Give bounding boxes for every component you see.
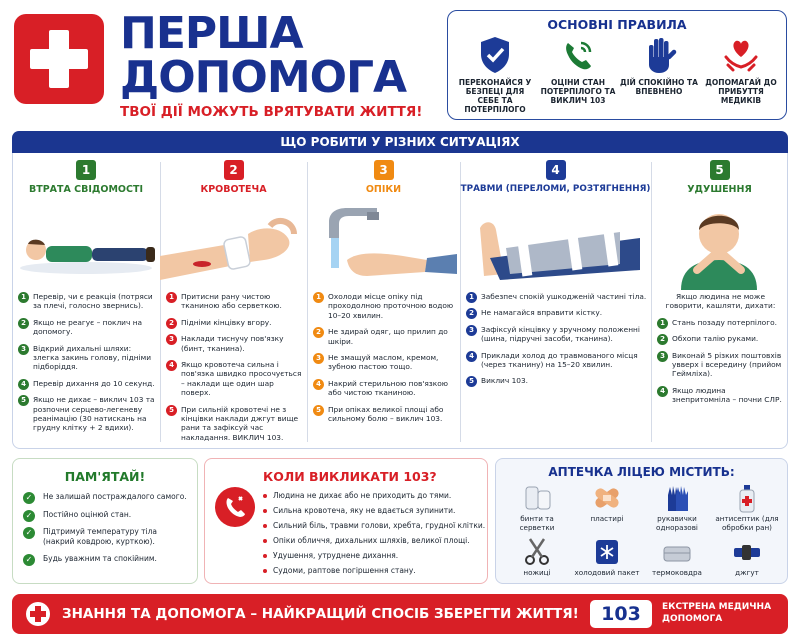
rules-title: ОСНОВНІ ПРАВИЛА bbox=[547, 17, 687, 32]
rule-item bbox=[537, 35, 619, 105]
step-text: Відкрий дихальні шляхи: злегка закинь голову, підніми підборіддя. bbox=[33, 343, 152, 372]
splinted-leg-illustration bbox=[460, 198, 651, 290]
step-item: 5 Якщо не дихає – виклич 103 та розпочни серцево-легеневу реанімацію (30 натискань на грудну клітку + 2 вдихи). bbox=[18, 395, 156, 433]
step-text: Якщо людина знепритомніла – почни СЛР. bbox=[672, 385, 782, 405]
emergency-phone-icon bbox=[215, 487, 255, 527]
when-to-call-list bbox=[263, 491, 485, 581]
rule-text: ОЦІНИ СТАН ПОТЕРПІЛОГО ТА ВИКЛИЧ 103 bbox=[540, 78, 616, 105]
step-text: Виконай 5 різких поштовхів увверх і всередину (прийом Геймліха). bbox=[672, 350, 782, 379]
kit-label: пластирі bbox=[590, 514, 624, 523]
kit-label: антисептик (для обробки ран) bbox=[715, 514, 779, 532]
step-item: 3 Виконай 5 різких поштовхів увверх і всередину (прийом Геймліха). bbox=[657, 351, 784, 379]
rule-item bbox=[700, 35, 782, 105]
remember-item bbox=[21, 510, 189, 520]
situation-number: 1 bbox=[76, 160, 96, 180]
hand-icon bbox=[641, 35, 677, 75]
step-item: 5 При сильній кровотечі не з кінцівки наклади джгут вище рани та зафіксуй час накладання. ВИКЛИЧ 103. bbox=[166, 405, 303, 443]
choking-intro: Якщо людина не може говорити, кашляти, дихати: bbox=[665, 292, 776, 311]
step-item: 1 Стань позаду потерпілого. bbox=[657, 318, 784, 327]
step-text: Перевір, чи є реакція (потряси за плечі, голосно звернись). bbox=[33, 292, 153, 311]
rule-text: ДОПОМАГАЙ ДО ПРИБУТТЯ МЕДИКІВ bbox=[705, 78, 777, 105]
page-subtitle: ТВОЇ ДІЇ МОЖУТЬ ВРЯТУВАТИ ЖИТТЯ! bbox=[120, 104, 423, 120]
rule-text: ПЕРЕКОНАЙСЯ У БЕЗПЕЦІ ДЛЯ СЕБЕ ТА ПОТЕРПІЛОГО bbox=[458, 78, 532, 114]
step-text: Якщо не реагує – поклич на допомогу. bbox=[33, 317, 143, 337]
check-icon: ✓ bbox=[23, 510, 35, 522]
tourniquet-icon bbox=[730, 537, 764, 567]
situation-injuries bbox=[460, 154, 651, 448]
situation-number: 2 bbox=[224, 160, 244, 180]
page-title-line2: ДОПОМОГА bbox=[120, 52, 407, 103]
step-text: При сильній кровотечі не з кінцівки наклади джгут вище рани та зафіксуй час накладання. ВИКЛИЧ 103. bbox=[181, 404, 299, 442]
kit-item bbox=[572, 537, 642, 578]
situation-title: УДУШЕННЯ bbox=[687, 184, 752, 195]
steps-list bbox=[313, 292, 456, 430]
rule-item bbox=[618, 35, 700, 96]
footer-slogan: ЗНАННЯ ТА ДОПОМОГА – НАЙКРАЩИЙ СПОСІБ ЗБЕРЕГТИ ЖИТТЯ! bbox=[62, 606, 579, 622]
rule-item bbox=[454, 35, 536, 114]
kit-label: рукавички одноразові bbox=[656, 514, 698, 532]
bandage-roll-icon bbox=[520, 483, 554, 513]
step-text: Не змащуй маслом, кремом, зубною пастою тощо. bbox=[328, 353, 439, 372]
kit-label: термоковдра bbox=[652, 568, 702, 577]
remember-item bbox=[21, 554, 189, 564]
rule-text: ДІЙ СПОКІЙНО ТА ВПЕВНЕНО bbox=[620, 78, 698, 96]
step-text: Охолоди місце опіку під проходолною проточною водою 10–20 хвилин. bbox=[328, 292, 454, 320]
phone-icon bbox=[560, 35, 596, 75]
step-text: Стань позаду потерпілого. bbox=[672, 317, 777, 327]
plaster-icon bbox=[590, 483, 624, 513]
emergency-number: 103 bbox=[590, 600, 652, 628]
situation-title: ОПІКИ bbox=[365, 184, 402, 195]
list-item: Сильна кровотеча, яку не вдається зупинити. bbox=[263, 506, 485, 516]
kit-item bbox=[572, 483, 642, 524]
kit-item bbox=[642, 483, 712, 533]
rules-panel bbox=[447, 10, 787, 120]
step-item: 5 При опіках великої площі або сильному болю – виклич 103. bbox=[313, 405, 456, 424]
hand-under-water-illustration bbox=[307, 198, 460, 290]
situation-title: КРОВОТЕЧА bbox=[200, 184, 267, 195]
when-to-call-title: КОЛИ ВИКЛИКАТИ 103? bbox=[263, 469, 437, 484]
first-aid-kit-panel bbox=[495, 458, 788, 584]
steps-list bbox=[657, 292, 784, 412]
page-title-line1: ПЕРША bbox=[120, 8, 303, 59]
kit-title: АПТЕЧКА ЛІЦЕЮ МІСТИТЬ: bbox=[548, 465, 735, 479]
kit-label: холодовий пакет bbox=[574, 568, 640, 577]
steps-list bbox=[18, 292, 156, 440]
cold-pack-icon bbox=[590, 537, 624, 567]
check-icon: ✓ bbox=[23, 492, 35, 504]
remember-item bbox=[21, 492, 189, 502]
remember-text: Не залишай постраждалого самого. bbox=[43, 492, 187, 501]
step-text: Забезпеч спокій ушкодженій частині тіла. bbox=[481, 292, 647, 301]
step-item: 2 Підніми кінцівку вгору. bbox=[166, 318, 303, 327]
remember-text: Постійно оцінюй стан. bbox=[43, 509, 132, 519]
step-item: 4 Накрий стерильною пов'язкою або чистою тканиною. bbox=[313, 379, 456, 398]
situation-unconscious bbox=[12, 154, 160, 448]
step-item: 2 Якщо не реагує – поклич на допомогу. bbox=[18, 318, 156, 337]
list-item: Удушення, утруднене дихання. bbox=[263, 551, 485, 561]
list-item: Людина не дихає або не приходить до тями. bbox=[263, 491, 485, 501]
situation-bleeding bbox=[160, 154, 307, 448]
step-text: Наклади тиснучу пов'язку (бинт, тканина). bbox=[181, 334, 284, 353]
step-item: 3 Наклади тиснучу пов'язку (бинт, тканина). bbox=[166, 334, 303, 353]
heart-hands-icon bbox=[723, 35, 759, 75]
kit-label: джгут bbox=[735, 568, 759, 577]
step-item: 3 Відкрий дихальні шляхи: злегка закинь голову, підніми підборіддя. bbox=[18, 344, 156, 372]
red-cross-logo-icon bbox=[14, 14, 104, 104]
step-text: Зафіксуй кінцівку у зручному положенні (шина, підручні засоби, тканина). bbox=[481, 324, 640, 344]
step-item: 2 Не здирай одяг, що прилип до шкіри. bbox=[313, 327, 456, 346]
kit-label: бинти та серветки bbox=[519, 514, 555, 532]
situation-number: 3 bbox=[374, 160, 394, 180]
antiseptic-bottle-icon bbox=[730, 483, 764, 513]
step-item: 3 Не змащуй маслом, кремом, зубною пастою тощо. bbox=[313, 353, 456, 372]
kit-item bbox=[502, 537, 572, 578]
remember-panel bbox=[12, 458, 198, 584]
emergency-label: ЕКСТРЕНА МЕДИЧНА ДОПОМОГА bbox=[662, 602, 772, 624]
lying-person-illustration bbox=[12, 198, 160, 290]
list-item: Судоми, раптове погіршення стану. bbox=[263, 566, 485, 576]
kit-item bbox=[502, 483, 572, 533]
step-text: Не намагайся вправити кістку. bbox=[481, 308, 603, 318]
step-item: 2 Не намагайся вправити кістку. bbox=[466, 308, 647, 317]
check-icon: ✓ bbox=[23, 527, 35, 539]
step-text: Підніми кінцівку вгору. bbox=[181, 317, 272, 327]
step-text: Приклади холод до травмованого місця (через тканину) на 15–20 хвилин. bbox=[481, 350, 638, 370]
kit-item bbox=[712, 483, 782, 533]
footer-banner bbox=[12, 594, 788, 634]
step-text: Якщо не дихає – виклич 103 та розпочни серцево-легеневу реанімацію (30 натискань на грудну клітку + 2 вдихи). bbox=[33, 395, 155, 433]
shield-check-icon bbox=[477, 35, 513, 75]
step-item: 1 Охолоди місце опіку під проходолною проточною водою 10–20 хвилин. bbox=[313, 292, 456, 320]
remember-title: ПАМ'ЯТАЙ! bbox=[64, 469, 146, 484]
step-item: 4 Якщо людина знепритомніла – почни СЛР. bbox=[657, 386, 784, 405]
step-item: 4 Перевір дихання до 10 секунд. bbox=[18, 379, 156, 388]
step-text: Якщо кровотеча сильна і пов'язка швидко просочується – наклади ще один шар поверх. bbox=[181, 360, 302, 398]
steps-list bbox=[466, 292, 647, 393]
remember-text: Підтримуй температуру тіла (накрий ковдрою, курткою). bbox=[43, 527, 158, 546]
check-icon: ✓ bbox=[23, 554, 35, 566]
step-item: 3 Зафіксуй кінцівку у зручному положенні (шина, підручні засоби, тканина). bbox=[466, 325, 647, 344]
remember-item bbox=[21, 527, 189, 546]
when-to-call-panel bbox=[204, 458, 488, 584]
red-cross-icon bbox=[26, 602, 50, 626]
step-item: 4 Якщо кровотеча сильна і пов'язка швидко просочується – наклади ще один шар поверх. bbox=[166, 360, 303, 398]
step-text: Виклич 103. bbox=[481, 376, 529, 386]
kit-item bbox=[642, 537, 712, 578]
list-item: Опіки обличчя, дихальних шляхів, великої площі. bbox=[263, 536, 485, 546]
gloves-icon bbox=[660, 483, 694, 513]
step-item: 4 Приклади холод до травмованого місця (через тканину) на 15–20 хвилин. bbox=[466, 351, 647, 370]
kit-item bbox=[712, 537, 782, 578]
step-text: Обхопи талію руками. bbox=[672, 334, 759, 344]
situation-number: 5 bbox=[710, 160, 730, 180]
step-item: 1 Перевір, чи є реакція (потряси за плечі, голосно звернись). bbox=[18, 292, 156, 311]
step-item: 1 Забезпеч спокій ушкодженій частині тіла. bbox=[466, 292, 647, 301]
situation-title: ВТРАТА СВІДОМОСТІ bbox=[29, 184, 143, 195]
step-item: 1 Притисни рану чистою тканиною або серветкою. bbox=[166, 292, 303, 311]
situation-title: ТРАВМИ (ПЕРЕЛОМИ, РОЗТЯГНЕННЯ) bbox=[460, 184, 651, 194]
situation-number: 4 bbox=[546, 160, 566, 180]
bandaged-arm-illustration bbox=[160, 198, 307, 290]
step-item: 5 Виклич 103. bbox=[466, 376, 647, 385]
step-text: Притисни рану чистою тканиною або серветкою. bbox=[181, 292, 282, 311]
choking-person-illustration bbox=[651, 198, 788, 290]
step-text: При опіках великої площі або сильному болю – виклич 103. bbox=[328, 404, 444, 424]
situation-burns bbox=[307, 154, 460, 448]
situations-title: ЩО РОБИТИ У РІЗНИХ СИТУАЦІЯХ bbox=[12, 131, 788, 153]
steps-list bbox=[166, 292, 303, 449]
thermal-blanket-icon bbox=[660, 537, 694, 567]
step-text: Накрий стерильною пов'язкою або чистою тканиною. bbox=[328, 378, 448, 398]
step-text: Не здирай одяг, що прилип до шкіри. bbox=[328, 327, 448, 346]
list-item: Сильний біль, травми голови, хребта, грудної клітки. bbox=[263, 521, 485, 531]
scissors-icon bbox=[520, 537, 554, 567]
remember-text: Будь уважним та спокійним. bbox=[43, 554, 157, 563]
step-text: Перевір дихання до 10 секунд. bbox=[33, 378, 155, 388]
situation-choking bbox=[651, 154, 788, 448]
step-item: 2 Обхопи талію руками. bbox=[657, 334, 784, 343]
kit-label: ножиці bbox=[523, 568, 551, 577]
